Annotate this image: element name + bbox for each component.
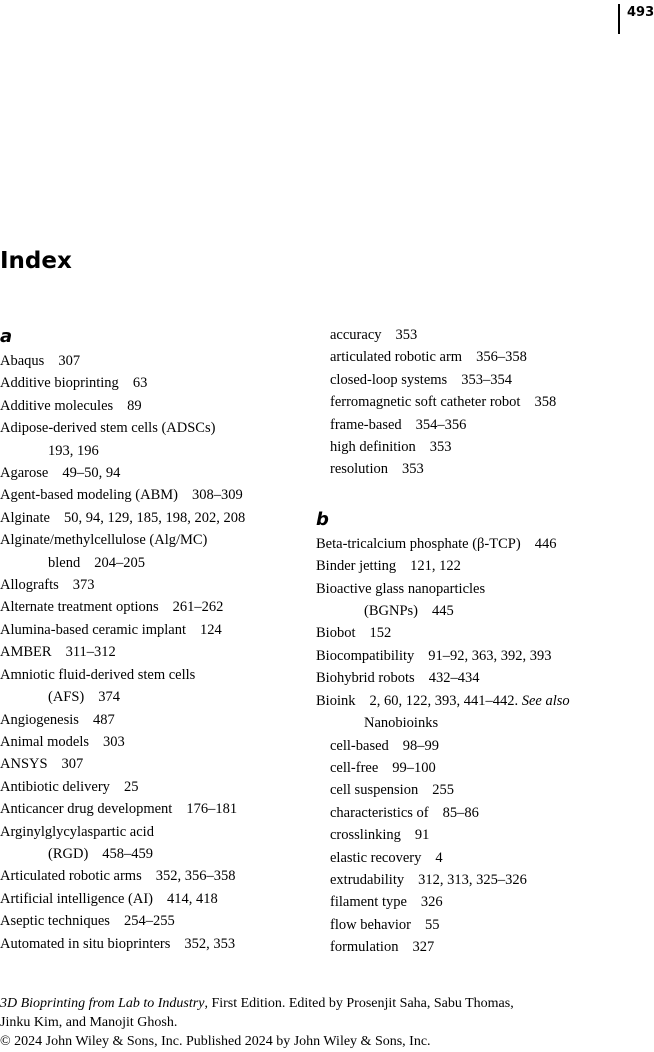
entry-term: extrudability: [330, 871, 405, 888]
entry-term: resolution: [330, 461, 388, 478]
index-entry: [0, 933, 305, 955]
entry-pages: 487: [92, 711, 115, 728]
index-entry: [0, 753, 305, 775]
entry-pages: 124: [200, 621, 222, 638]
entry-term: Animal models: [0, 733, 90, 750]
entry-pages: 353: [429, 439, 452, 456]
entry-pages: 352, 353: [184, 935, 236, 952]
entry-pages: 91–92, 363, 392, 393: [428, 647, 552, 664]
entry-term: Abaqus: [0, 353, 45, 369]
footer-edition-text: , First Edition. Edited by Prosenjit Saha, Sabu Thomas,: [204, 996, 514, 1011]
entry-term: Alternate treatment options: [0, 599, 159, 616]
index-subentry: [316, 757, 650, 779]
entry-pages: 358: [534, 394, 557, 411]
index-entry-bioink: [316, 690, 650, 712]
entry-term: high definition: [330, 439, 416, 456]
entry-list-b: [316, 533, 650, 690]
index-subentry: [316, 346, 650, 368]
entry-pages: 50, 94, 129, 185, 198, 202, 208: [63, 509, 246, 526]
entry-pages: 353: [395, 327, 418, 343]
entry-pages: 308–309: [192, 487, 243, 504]
entry-term: Additive bioprinting: [0, 375, 119, 392]
entry-pages: 353: [402, 461, 424, 478]
index-subentry: [316, 369, 650, 391]
subentry-list-bioink: [316, 735, 650, 959]
footer-line-3: © 2024 John Wiley & Sons, Inc. Published 2024 by John Wiley & Sons, Inc.: [0, 1034, 431, 1049]
entry-term: Antibiotic delivery: [0, 778, 110, 795]
entry-term: Biohybrid robots: [316, 670, 415, 687]
continuation-text: 193, 196: [48, 442, 99, 459]
index-entry: [0, 574, 305, 596]
entry-pages: 354–356: [415, 416, 467, 433]
index-entry: [0, 417, 305, 439]
entry-pages: 176–181: [186, 801, 238, 818]
index-entry: [0, 776, 305, 798]
entry-term: Bioactive glass nanoparticles: [316, 580, 486, 597]
index-column-right: [316, 324, 650, 959]
entry-pages: 85–86: [442, 804, 479, 821]
index-entry: [0, 709, 305, 731]
index-entry: [0, 798, 305, 820]
index-entry: [0, 888, 305, 910]
entry-pages: 356–358: [476, 349, 527, 366]
entry-term: Biocompatibility: [316, 647, 415, 664]
entry-term: Adipose-derived stem cells (ADSCs): [0, 420, 216, 437]
entry-term: Angiogenesis: [0, 711, 79, 728]
entry-pages: 261–262: [172, 599, 224, 616]
subentry-list-continued: [316, 324, 650, 481]
index-subentry: [316, 847, 650, 869]
index-entry: [0, 350, 305, 372]
entry-pages: 204–205: [94, 554, 145, 571]
entry-continuation: Nanobioinks: [364, 715, 439, 732]
entry-continuation: [0, 843, 305, 865]
continuation-text: (BGNPs): [364, 603, 418, 620]
entry-pages: 98–99: [402, 737, 440, 754]
entry-pages: 307: [58, 353, 81, 369]
index-entry: [0, 507, 305, 529]
entry-pages: 311–312: [65, 644, 116, 661]
entry-term: Agent-based modeling (ABM): [0, 487, 178, 504]
entry-term: elastic recovery: [330, 849, 422, 866]
copyright-footer: [0, 994, 650, 1051]
entry-pages: 152: [369, 625, 392, 642]
entry-term: Aseptic techniques: [0, 913, 110, 930]
index-entry: [316, 555, 650, 577]
entry-pages: 414, 418: [167, 890, 218, 907]
index-subentry: [316, 869, 650, 891]
entry-term: cell suspension: [330, 782, 419, 799]
entry-pages: 352, 356–358: [155, 868, 236, 885]
entry-term: crosslinking: [330, 827, 401, 844]
index-subentry: [316, 779, 650, 801]
entry-term: closed-loop systems: [330, 371, 448, 388]
entry-term: frame-based: [330, 416, 402, 433]
section-letter-b: b: [316, 508, 329, 530]
entry-term: Allografts: [0, 577, 59, 594]
index-subentry: [316, 891, 650, 913]
entry-term: Biobot: [316, 625, 356, 642]
entry-list-a: [0, 350, 305, 955]
entry-pages: 432–434: [428, 670, 480, 687]
index-subentry: [316, 936, 650, 958]
entry-term: Beta-tricalcium phosphate (β-TCP): [316, 535, 521, 552]
entry-continuation: [316, 600, 650, 622]
entry-term: formulation: [330, 939, 399, 956]
entry-term: ferromagnetic soft catheter robot: [330, 394, 521, 411]
entry-pages: 99–100: [392, 759, 436, 776]
index-subentry: [316, 802, 650, 824]
page-number: 493: [618, 4, 650, 34]
index-subentry: [316, 914, 650, 936]
entry-pages: 55: [424, 916, 440, 933]
footer-line-1: [0, 994, 650, 1013]
entry-term: Alginate: [0, 509, 50, 526]
entry-term: Additive molecules: [0, 397, 114, 414]
entry-pages: 327: [412, 939, 435, 956]
entry-term: Anticancer drug development: [0, 801, 173, 818]
index-entry: [0, 910, 305, 932]
index-subentry: [316, 324, 650, 346]
entry-pages: 303: [103, 733, 125, 750]
entry-pages: 373: [72, 577, 95, 594]
index-subentry: [316, 735, 650, 757]
index-entry: [0, 372, 305, 394]
index-entry: [0, 865, 305, 887]
entry-term: ANSYS: [0, 756, 48, 773]
entry-pages: 374: [98, 689, 121, 706]
page-title: Index: [0, 248, 72, 274]
entry-term: Articulated robotic arms: [0, 868, 142, 885]
entry-term: Binder jetting: [316, 558, 397, 575]
entry-pages: 2, 60, 122, 393, 441–442.: [369, 692, 519, 709]
entry-term: Alginate/methylcellulose (Alg/MC): [0, 532, 208, 549]
entry-pages: 89: [127, 397, 142, 414]
entry-pages: 458–459: [102, 845, 154, 862]
entry-continuation: [0, 686, 305, 708]
entry-continuation: [0, 440, 305, 462]
index-entry: [0, 619, 305, 641]
entry-term: Automated in situ bioprinters: [0, 935, 171, 952]
index-subentry: [316, 824, 650, 846]
continuation-text: blend: [48, 554, 81, 571]
index-entry: [0, 731, 305, 753]
entry-term: Agarose: [0, 465, 49, 482]
entry-term: Amniotic fluid-derived stem cells: [0, 666, 196, 683]
entry-pages: 49–50, 94: [62, 465, 121, 482]
entry-pages: 63: [132, 375, 148, 392]
index-entry: [0, 462, 305, 484]
index-entry: [0, 484, 305, 506]
entry-term: filament type: [330, 894, 407, 911]
entry-pages: 91: [414, 827, 430, 844]
entry-term: Alumina-based ceramic implant: [0, 621, 187, 638]
index-subentry: [316, 414, 650, 436]
entry-term: flow behavior: [330, 916, 411, 933]
index-subentry: [316, 391, 650, 413]
index-entry: [316, 622, 650, 644]
index-entry: [0, 641, 305, 663]
entry-pages: 312, 313, 325–326: [418, 871, 527, 888]
entry-pages: 121, 122: [410, 558, 461, 575]
footer-line-2: Jinku Kim, and Manojit Ghosh.: [0, 1015, 178, 1030]
index-entry: [0, 596, 305, 618]
index-entry: [316, 578, 650, 600]
index-entry: [0, 529, 305, 551]
entry-term: articulated robotic arm: [330, 349, 463, 366]
entry-term: AMBER: [0, 644, 52, 661]
entry-pages: 4: [435, 849, 443, 866]
continuation-text: (RGD): [48, 845, 89, 862]
index-column-left: [0, 324, 305, 955]
index-entry: [316, 645, 650, 667]
entry-term: Artificial intelligence (AI): [0, 890, 153, 907]
entry-term: Arginylglycylaspartic acid: [0, 823, 154, 840]
index-subentry: [316, 436, 650, 458]
entry-continuation: [0, 552, 305, 574]
entry-pages: 255: [432, 782, 454, 799]
section-letter-a: a: [0, 326, 13, 347]
entry-term: accuracy: [330, 327, 382, 343]
entry-pages: 254–255: [123, 913, 175, 930]
entry-pages: 326: [420, 894, 443, 911]
entry-term: characteristics of: [330, 804, 429, 821]
index-entry: [0, 664, 305, 686]
entry-pages: 353–354: [461, 371, 512, 388]
entry-pages: 25: [123, 778, 139, 795]
continuation-text: (AFS): [48, 689, 85, 706]
index-entry: [316, 667, 650, 689]
entry-pages: 307: [61, 756, 84, 773]
index-subentry: [316, 458, 650, 480]
entry-term: Bioink: [316, 692, 356, 709]
entry-pages: 446: [534, 535, 557, 552]
entry-pages: 445: [431, 603, 454, 620]
entry-term: cell-based: [330, 737, 389, 754]
index-entry: [0, 395, 305, 417]
index-entry: [316, 533, 650, 555]
index-entry: [0, 821, 305, 843]
book-title: 3D Bioprinting from Lab to Industry: [0, 996, 205, 1011]
entry-term: cell-free: [330, 759, 379, 776]
see-also: See also: [521, 692, 570, 709]
